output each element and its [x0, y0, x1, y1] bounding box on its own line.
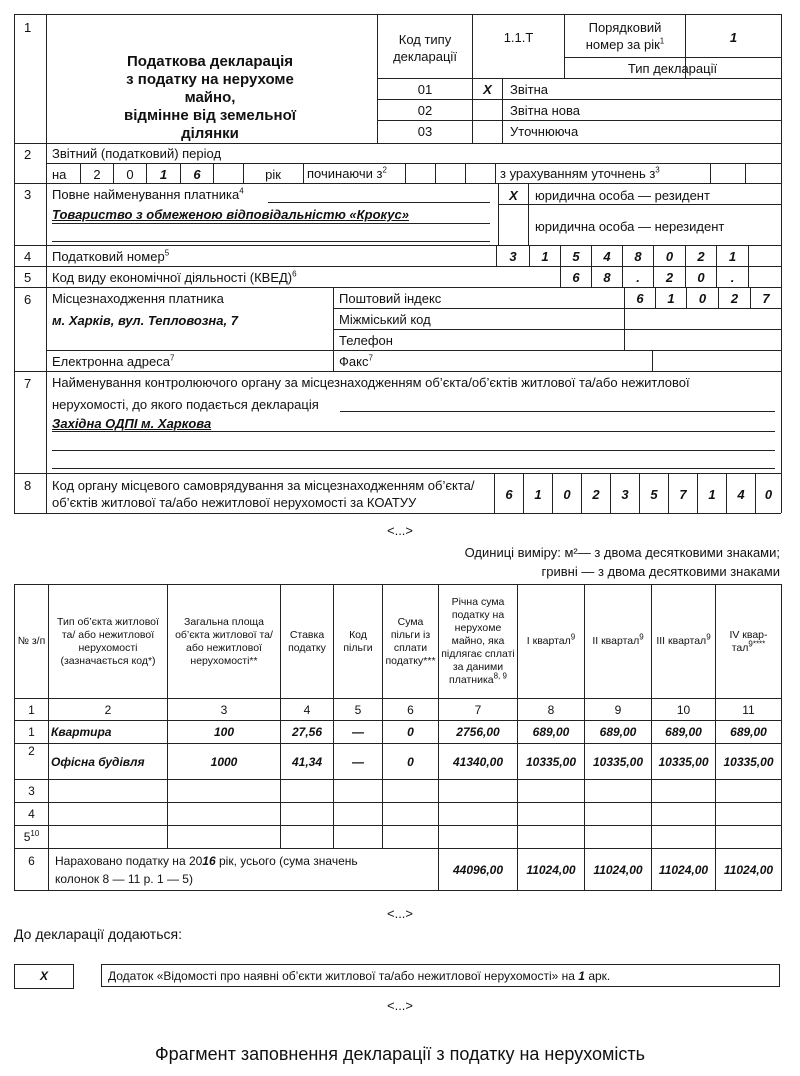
column-header-text: Сума пільги із сплати податку*** — [385, 615, 436, 667]
table-cell-q4 — [716, 803, 782, 826]
table-cell-code — [334, 744, 383, 780]
table-cell-benefit — [383, 826, 439, 849]
table-cell-q4 — [716, 744, 782, 780]
cell-value: — — [352, 754, 364, 769]
table-cell-type — [49, 803, 168, 826]
column-header — [518, 585, 585, 699]
decl-type-code: 03 — [417, 124, 433, 139]
column-number: 6 — [383, 699, 439, 721]
table-row — [15, 826, 782, 849]
tax-office-label: Найменування контролюючого органу за місцезнаходженням об’єкта/об’єктів житлової та/або нежитлової — [52, 375, 690, 390]
kved-digit: 0 — [697, 270, 705, 285]
cell-value: 41340,00 — [452, 754, 504, 769]
total-label-year: 16 — [202, 853, 216, 868]
cell-value: 2756,00 — [456, 725, 500, 739]
table-cell-area — [168, 826, 281, 849]
row-number: 7 — [24, 376, 32, 391]
table-cell-q3 — [652, 744, 716, 780]
table-cell-code — [334, 826, 383, 849]
table-cell-code — [334, 803, 383, 826]
table-cell-annual — [439, 803, 518, 826]
table-cell-rate — [281, 721, 334, 744]
tax-table — [14, 584, 782, 891]
koatuu-label: Код органу місцевого самоврядування за місцезнаходженням об’єкта/ — [52, 478, 475, 493]
koatuu-digit: 2 — [592, 487, 600, 502]
table-cell-q2 — [585, 803, 652, 826]
cell-value: 100 — [213, 725, 235, 739]
total-row-number: 6 — [15, 849, 49, 891]
decl-type-label: Тип декларації — [627, 61, 718, 76]
cell-value: — — [352, 725, 364, 739]
column-header-text: ІІІ квартал — [656, 635, 707, 647]
column-number: 9 — [585, 699, 652, 721]
table-cell-q3 — [652, 803, 716, 826]
kved-digit: . — [730, 270, 735, 285]
column-header — [49, 585, 168, 699]
decl-type-label-item: Уточнююча — [510, 124, 579, 139]
table-cell-annual — [439, 744, 518, 780]
koatuu-digit: 7 — [679, 487, 687, 502]
table-cell-n — [15, 803, 49, 826]
table-cell-area — [168, 721, 281, 744]
cell-value: 5 — [23, 830, 31, 844]
clarif-label: з урахуванням уточнень $з^3$ — [500, 165, 660, 181]
table-cell-q1 — [518, 826, 585, 849]
decl-type-code: 02 — [417, 103, 433, 118]
cell-value: 10335,00 — [525, 754, 577, 769]
total-label-part: рік, усього (сума значень — [215, 853, 358, 868]
decl-type-label-item: Звітна нова — [510, 103, 581, 118]
column-header-sup: 9 — [706, 632, 711, 642]
koatuu-digit: 4 — [737, 487, 745, 502]
cell-value: 11024,00 — [526, 862, 576, 877]
koatuu-digit: 3 — [621, 487, 629, 502]
table-cell-type — [49, 780, 168, 803]
table-cell-n — [15, 744, 49, 780]
taxpayer-name-label: Повне найменування платника$^4$ — [52, 186, 244, 202]
table-row — [15, 721, 782, 744]
fax-label: Факс$^7$ — [339, 353, 373, 369]
column-header-text: Код пільги — [343, 628, 373, 654]
cell-value: 0 — [407, 754, 414, 769]
column-header-text: Тип об’єкта житлової та/ або нежитлової нерухомості (зазначається код*) — [57, 615, 159, 667]
units-line: гривні — з двома десятковими знаками — [541, 564, 780, 579]
koatuu-digit: 1 — [708, 487, 716, 502]
tax-number-digit: 5 — [572, 249, 580, 264]
column-header-sup: 9 — [639, 632, 644, 642]
ellipsis: <...> — [386, 906, 414, 921]
decl-type-code: 01 — [417, 82, 433, 97]
table-cell-q1 — [518, 803, 585, 826]
cell-value: 11024,00 — [723, 862, 774, 877]
column-header-text: Загальна площа об’єкта житлової та/або нежитлової нерухомості** — [175, 615, 273, 667]
table-cell-type — [49, 826, 168, 849]
table-cell-benefit — [383, 744, 439, 780]
table-cell-annual — [439, 826, 518, 849]
tax-number-digit: 1 — [541, 249, 549, 264]
tax-number-digit: 3 — [509, 249, 517, 264]
koatuu-digit: 0 — [764, 487, 773, 502]
postal-digit: 0 — [698, 291, 707, 306]
units-line: Одиниці виміру: м²— з двома десятковими знаками; — [464, 545, 780, 560]
column-header — [585, 585, 652, 699]
column-header — [334, 585, 383, 699]
tax-number-digit: 8 — [634, 249, 642, 264]
table-row — [15, 803, 782, 826]
table-cell-q3 — [652, 721, 716, 744]
cell-value: 3 — [28, 784, 35, 798]
table-cell-benefit — [383, 803, 439, 826]
column-number: 10 — [652, 699, 716, 721]
type-code-value: 1.1.Т — [503, 30, 534, 45]
decl-type-label-item: Звітна — [510, 82, 549, 97]
cell-value: 10335,00 — [723, 754, 774, 769]
table-cell-q3 — [652, 826, 716, 849]
total-label-line: колонок 8 — 11 р. 1 — 5) — [55, 871, 193, 886]
cell-value: 4 — [28, 807, 35, 821]
seq-label: Порядковий номер за рік$^1$ — [585, 20, 665, 52]
cell-value: 1000 — [210, 754, 238, 769]
row-number: 4 — [24, 249, 32, 264]
table-cell-q1 — [518, 780, 585, 803]
total-row — [15, 849, 782, 891]
cell-value: 2 — [28, 744, 35, 758]
column-number: 4 — [281, 699, 334, 721]
column-header-sup: 9**** — [748, 639, 766, 648]
cell-value: Офісна будівля — [51, 754, 145, 769]
intercity-code-label: Міжміський код — [339, 312, 431, 327]
kved-digit: 8 — [603, 270, 611, 285]
koatuu-digit: 1 — [534, 487, 542, 502]
table-cell-q4 — [716, 826, 782, 849]
postal-label: Поштовий індекс — [339, 291, 442, 306]
table-row — [15, 744, 782, 780]
cell-value: 27,56 — [291, 725, 323, 739]
row-number: 1 — [24, 20, 32, 35]
table-cell-n — [15, 721, 49, 744]
cell-sup: 10 — [30, 829, 40, 838]
column-header-text: IV квар- тал — [729, 628, 768, 654]
tax-number-digit: 1 — [728, 249, 737, 264]
email-label: Електронна адреса$^7$ — [52, 353, 175, 369]
form-title: Податкова декларація з податку на нерухоме майно, відмінне від земельної ділянки — [124, 53, 296, 142]
cell-value: 41,34 — [291, 754, 323, 769]
postal-digit: 7 — [762, 291, 770, 306]
table-header-row — [15, 585, 782, 699]
column-header-text: Ставка податку — [288, 628, 326, 654]
table-cell-rate — [281, 780, 334, 803]
total-cell-q1 — [518, 849, 585, 891]
phone-label: Телефон — [339, 333, 393, 348]
total-cell-q4 — [716, 849, 782, 891]
table-cell-area — [168, 803, 281, 826]
year-word: рік — [265, 167, 281, 182]
column-number: 1 — [15, 699, 49, 721]
column-header-text: І квартал — [526, 635, 571, 647]
tax-office-value: Західна ОДПІ м. Харкова — [52, 416, 212, 431]
postal-digit: 6 — [636, 291, 644, 306]
row-number: 8 — [24, 478, 32, 493]
column-header — [716, 585, 782, 699]
row-number: 6 — [24, 292, 32, 307]
table-cell-type — [49, 721, 168, 744]
year-digit: 1 — [159, 167, 168, 182]
column-number-row — [15, 699, 782, 721]
table-cell-benefit — [383, 721, 439, 744]
cell-value: 0 — [407, 725, 414, 739]
column-header — [652, 585, 716, 699]
cell-value: 10335,00 — [658, 754, 709, 769]
tax-number-label: Податковий номер$^5$ — [52, 248, 170, 264]
table-cell-q4 — [716, 721, 782, 744]
column-header-sup: 8, 9 — [493, 671, 507, 681]
postal-digit: 1 — [667, 291, 675, 306]
column-header — [383, 585, 439, 699]
ellipsis: <...> — [386, 523, 414, 538]
postal-digit: 2 — [730, 291, 739, 306]
koatuu-digit: 5 — [650, 487, 658, 502]
figure-caption: Фрагмент заповнення декларації з податку на нерухомість — [154, 1044, 646, 1064]
period-label: Звітний (податковий) період — [52, 146, 222, 161]
cell-value: 11024,00 — [658, 862, 709, 877]
table-cell-q1 — [518, 744, 585, 780]
column-number: 7 — [439, 699, 518, 721]
year-digit: 0 — [126, 167, 134, 182]
column-number: 11 — [716, 699, 782, 721]
koatuu-digit: 0 — [563, 487, 571, 502]
seq-value: 1 — [729, 30, 738, 45]
row-number: 2 — [24, 147, 32, 162]
tax-number-digit: 4 — [603, 249, 611, 264]
column-number: 8 — [518, 699, 585, 721]
table-cell-q2 — [585, 744, 652, 780]
table-cell-q2 — [585, 826, 652, 849]
column-header — [439, 585, 518, 699]
koatuu-digit: 6 — [505, 487, 513, 502]
location-label: Місцезнаходження платника — [52, 291, 224, 306]
cell-value: 689,00 — [599, 725, 637, 739]
column-number: 2 — [49, 699, 168, 721]
table-cell-annual — [439, 721, 518, 744]
total-cell-annual — [439, 849, 518, 891]
tax-office-label: нерухомості, до якого подається декларація — [52, 397, 319, 412]
cell-value: 689,00 — [665, 725, 702, 739]
starting-label: починаючи $з^2$ — [307, 165, 387, 181]
type-code-label: Код типу декларації — [393, 32, 457, 64]
table-cell-area — [168, 780, 281, 803]
attachment-item: Додаток «Відомості про наявні об’єкти житлової та/або нежитлової нерухомості» на 1 арк. — [101, 964, 780, 987]
cell-value: 689,00 — [532, 725, 570, 739]
table-cell-q4 — [716, 780, 782, 803]
table-cell-benefit — [383, 780, 439, 803]
total-cell-q2 — [585, 849, 652, 891]
column-number: 3 — [168, 699, 281, 721]
table-cell-annual — [439, 780, 518, 803]
table-row — [15, 780, 782, 803]
nonresident-label: юридична особа — нерезидент — [535, 219, 725, 234]
period-na: на — [52, 167, 67, 182]
table-cell-code — [334, 780, 383, 803]
table-cell-q1 — [518, 721, 585, 744]
table-cell-q2 — [585, 721, 652, 744]
year-digit: 6 — [193, 167, 201, 182]
kved-digit: 2 — [665, 270, 674, 285]
table-cell-code — [334, 721, 383, 744]
tax-number-digit: 0 — [665, 249, 674, 264]
total-label — [49, 849, 439, 891]
location-value: м. Харків, вул. Тепловозна, 7 — [52, 313, 238, 328]
taxpayer-name-value: Товариство з обмеженою відповідальністю «Крокус» — [52, 207, 409, 222]
total-label-part: Нараховано податку на 20 — [55, 853, 203, 868]
column-header — [15, 585, 49, 699]
column-number: 5 — [334, 699, 383, 721]
total-label-line — [55, 852, 432, 870]
column-header — [281, 585, 334, 699]
attachment-checkbox[interactable]: X — [14, 964, 74, 989]
row-number: 5 — [24, 270, 32, 285]
year-digit: 2 — [93, 167, 101, 182]
cell-value: 689,00 — [730, 725, 767, 739]
cell-value: 1 — [28, 725, 35, 739]
table-cell-type — [49, 744, 168, 780]
table-cell-q3 — [652, 780, 716, 803]
koatuu-label: об’єктів житлової та/або нежитлової нерухомості за КОАТУУ — [52, 495, 417, 510]
cell-value: 10335,00 — [592, 754, 644, 769]
table-cell-n — [15, 780, 49, 803]
column-header-text: № з/п — [17, 635, 46, 647]
table-cell-n — [15, 826, 49, 849]
cell-value: Квартира — [51, 725, 112, 739]
resident-checkbox[interactable]: X — [509, 188, 518, 203]
table-cell-q2 — [585, 780, 652, 803]
kved-digit: . — [636, 270, 640, 285]
column-header — [168, 585, 281, 699]
table-cell-rate — [281, 744, 334, 780]
row-number: 3 — [24, 187, 32, 202]
table-cell-rate — [281, 826, 334, 849]
cell-value: 44096,00 — [452, 862, 504, 877]
resident-label: юридична особа — резидент — [535, 188, 710, 203]
cell-value: 11024,00 — [593, 862, 643, 877]
tax-number-digit: 2 — [697, 249, 705, 264]
kved-label: Код виду економічної діяльності (КВЕД)$^6$ — [52, 269, 297, 285]
table-cell-rate — [281, 803, 334, 826]
attachments-title: До декларації додаються: — [14, 926, 182, 942]
column-header-text: Річна сума податку на нерухоме майно, яка підлягає сплаті за даними платника — [441, 596, 515, 686]
column-header-text: ІІ квартал — [592, 635, 640, 647]
table-cell-area — [168, 744, 281, 780]
ellipsis: <...> — [386, 998, 414, 1013]
decl-type-checkbox[interactable]: X — [483, 82, 492, 97]
column-header-sup: 9 — [570, 632, 576, 642]
total-cell-q3 — [652, 849, 716, 891]
kved-digit: 6 — [572, 270, 580, 285]
